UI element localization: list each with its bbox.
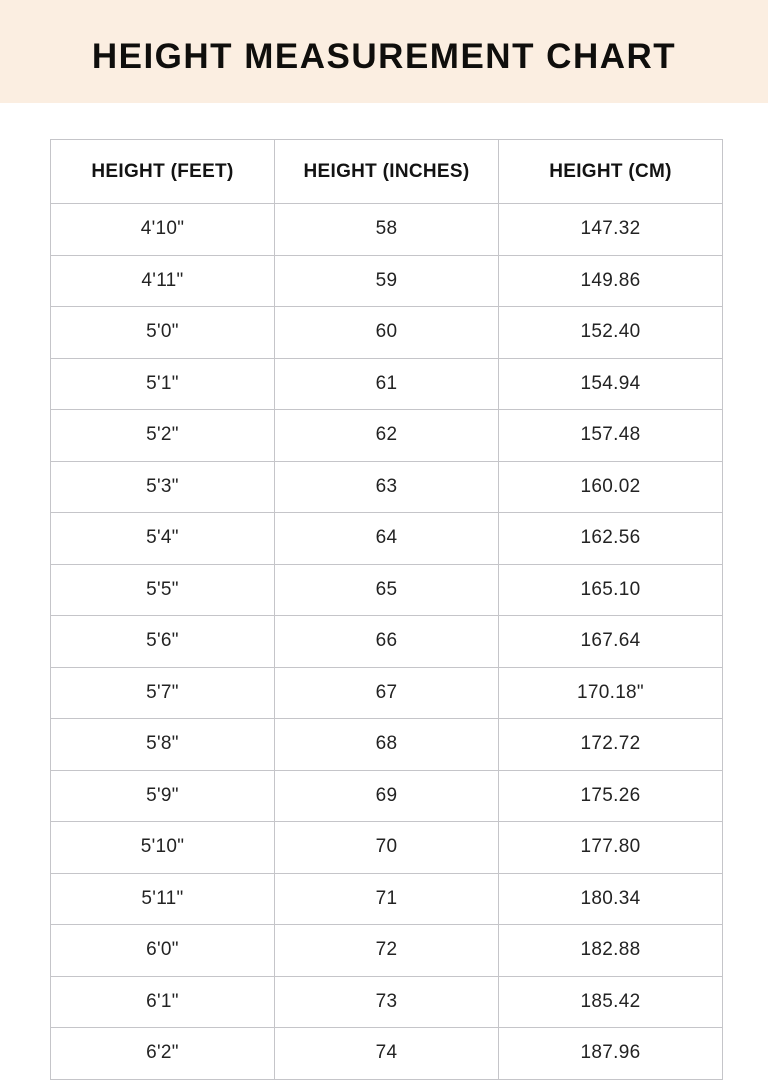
cell-feet: 4'10" (51, 204, 275, 256)
table-row (51, 976, 723, 1028)
cell-cm: 170.18" (499, 667, 723, 719)
cell-inches: 67 (275, 667, 499, 719)
table-row (51, 719, 723, 771)
table-row (51, 925, 723, 977)
table-row (51, 461, 723, 513)
cell-feet: 5'11" (51, 873, 275, 925)
cell-inches: 61 (275, 358, 499, 410)
table-row (51, 564, 723, 616)
cell-inches: 62 (275, 410, 499, 462)
cell-cm: 177.80 (499, 822, 723, 874)
cell-feet: 5'0" (51, 307, 275, 359)
table-row (51, 513, 723, 565)
table-body (51, 204, 723, 1080)
cell-feet: 5'3" (51, 461, 275, 513)
table-row (51, 255, 723, 307)
cell-cm: 180.34 (499, 873, 723, 925)
cell-cm: 187.96 (499, 1028, 723, 1080)
cell-inches: 65 (275, 564, 499, 616)
table-row (51, 1028, 723, 1080)
cell-inches: 58 (275, 204, 499, 256)
cell-cm: 182.88 (499, 925, 723, 977)
cell-inches: 63 (275, 461, 499, 513)
table-row (51, 616, 723, 668)
cell-feet: 4'11" (51, 255, 275, 307)
cell-cm: 175.26 (499, 770, 723, 822)
cell-feet: 5'5" (51, 564, 275, 616)
cell-feet: 6'1" (51, 976, 275, 1028)
cell-cm: 165.10 (499, 564, 723, 616)
table-row (51, 873, 723, 925)
table-row (51, 410, 723, 462)
table-row (51, 358, 723, 410)
cell-inches: 59 (275, 255, 499, 307)
cell-feet: 5'1" (51, 358, 275, 410)
table-row (51, 307, 723, 359)
cell-feet: 5'9" (51, 770, 275, 822)
cell-cm: 185.42 (499, 976, 723, 1028)
cell-inches: 70 (275, 822, 499, 874)
table-row (51, 770, 723, 822)
cell-inches: 66 (275, 616, 499, 668)
cell-feet: 5'4" (51, 513, 275, 565)
cell-inches: 64 (275, 513, 499, 565)
height-table-container (50, 139, 723, 1080)
cell-cm: 152.40 (499, 307, 723, 359)
cell-inches: 60 (275, 307, 499, 359)
cell-inches: 72 (275, 925, 499, 977)
cell-inches: 69 (275, 770, 499, 822)
cell-inches: 71 (275, 873, 499, 925)
column-header-inches: HEIGHT (INCHES) (275, 140, 499, 204)
cell-feet: 5'6" (51, 616, 275, 668)
page-title: HEIGHT MEASUREMENT CHART (91, 36, 677, 76)
cell-cm: 147.32 (499, 204, 723, 256)
cell-inches: 73 (275, 976, 499, 1028)
cell-cm: 154.94 (499, 358, 723, 410)
header-row (51, 140, 723, 204)
cell-feet: 6'0" (51, 925, 275, 977)
cell-feet: 5'8" (51, 719, 275, 771)
column-header-feet: HEIGHT (FEET) (51, 140, 275, 204)
height-conversion-table (50, 139, 723, 1080)
cell-cm: 162.56 (499, 513, 723, 565)
cell-inches: 68 (275, 719, 499, 771)
cell-cm: 149.86 (499, 255, 723, 307)
cell-cm: 157.48 (499, 410, 723, 462)
cell-feet: 5'10" (51, 822, 275, 874)
table-row (51, 204, 723, 256)
cell-feet: 5'2" (51, 410, 275, 462)
cell-feet: 6'2" (51, 1028, 275, 1080)
table-row (51, 822, 723, 874)
table-row (51, 667, 723, 719)
cell-feet: 5'7" (51, 667, 275, 719)
cell-cm: 167.64 (499, 616, 723, 668)
table-header (51, 140, 723, 204)
cell-cm: 160.02 (499, 461, 723, 513)
cell-inches: 74 (275, 1028, 499, 1080)
column-header-cm: HEIGHT (CM) (499, 140, 723, 204)
title-banner (0, 0, 768, 103)
cell-cm: 172.72 (499, 719, 723, 771)
